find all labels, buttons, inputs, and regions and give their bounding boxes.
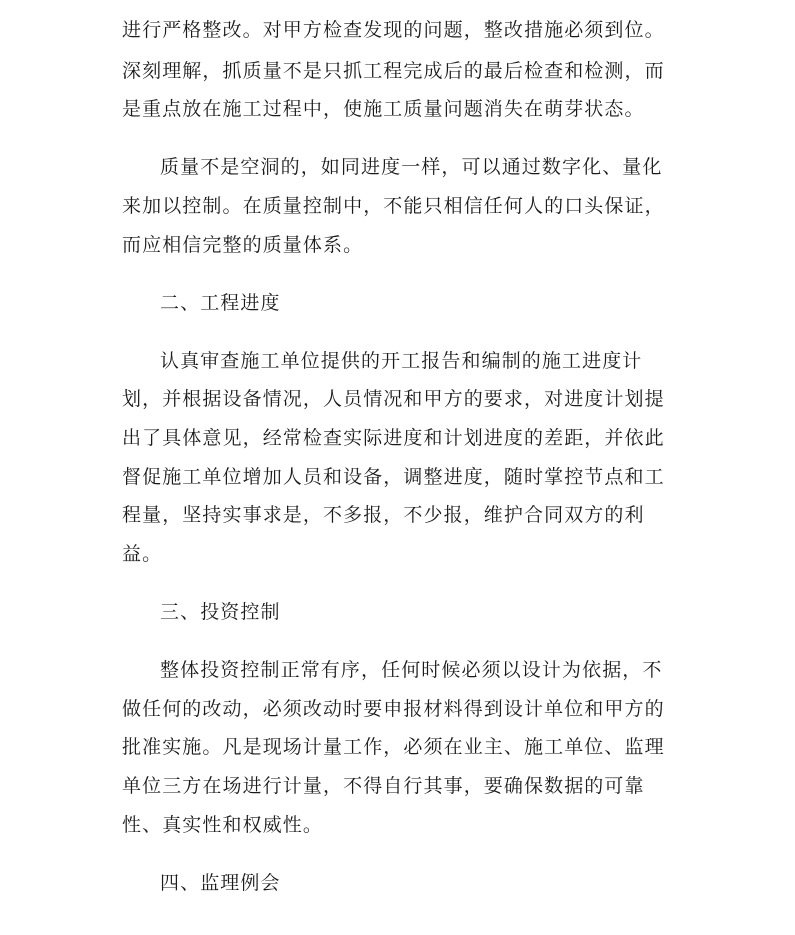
section-heading: 四、监理例会 [160, 872, 281, 894]
text-line: 做任何的改动，必须改动时要申报材料得到设计单位和甲方的 [122, 698, 665, 720]
text-line: 单位三方在场进行计量，不得自行其事，要确保数据的可靠 [122, 775, 645, 797]
text-line: 来加以控制。在质量控制中，不能只相信任何人的口头保证， [122, 195, 665, 217]
section-heading: 二、工程进度 [160, 292, 281, 314]
text-line: 划，并根据设备情况，人员情况和甲方的要求，对进度计划提 [122, 388, 665, 410]
text-line: 进行严格整改。对甲方检查发现的问题，整改措施必须到位。 [122, 19, 665, 41]
paragraph-first-line: 质量不是空洞的，如同进度一样，可以通过数字化、量化 [160, 156, 663, 178]
text-line: 程量，坚持实事求是，不多报，不少报，维护合同双方的利 [122, 504, 645, 526]
text-line: 督促施工单位增加人员和设备，调整进度，随时掌控节点和工 [122, 466, 665, 488]
text-line: 性、真实性和权威性。 [122, 814, 324, 836]
text-line: 益。 [122, 543, 163, 565]
text-line: 批准实施。凡是现场计量工作，必须在业主、施工单位、监理 [122, 736, 665, 758]
text-line: 深刻理解，抓质量不是只抓工程完成后的最后检查和检测，而 [122, 60, 665, 82]
paragraph-first-line: 认真审查施工单位提供的开工报告和编制的施工进度计 [160, 350, 643, 372]
section-heading: 三、投资控制 [160, 601, 281, 623]
text-line: 而应相信完整的质量体系。 [122, 234, 364, 256]
text-line: 是重点放在施工过程中，使施工质量问题消失在萌芽状态。 [122, 98, 645, 120]
text-line: 出了具体意见，经常检查实际进度和计划进度的差距，并依此 [122, 427, 665, 449]
paragraph-first-line: 整体投资控制正常有序，任何时候必须以设计为依据，不 [160, 659, 663, 681]
